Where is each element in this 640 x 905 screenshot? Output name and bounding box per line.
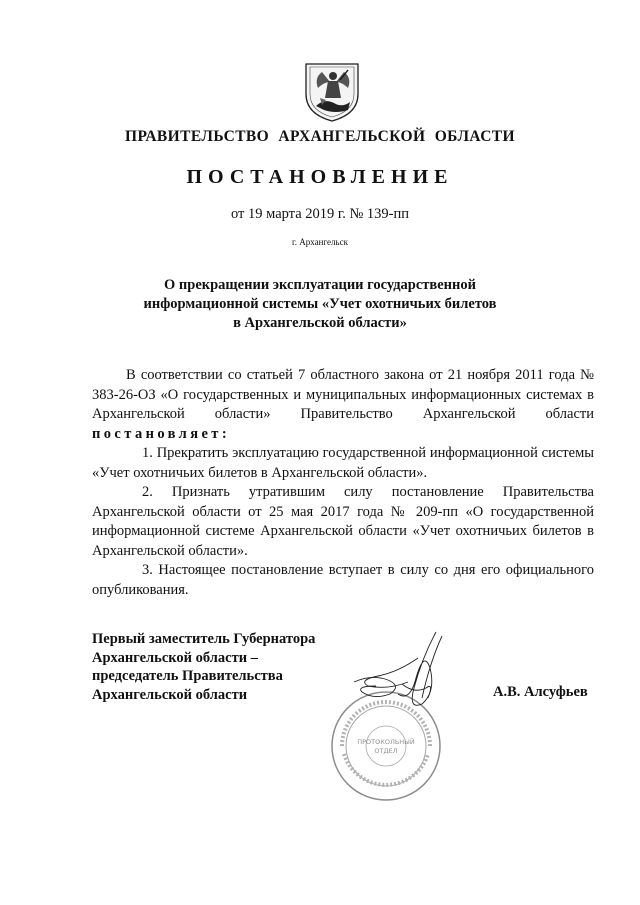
clause-2: 2. Признать утратившим силу постановление Правительства Архангельской области от 25 мая 2017 года № 209-пп «О государственной информационной системе Архангельской области «Учет охотничьих билетов в Архангельской области». xyxy=(92,484,594,559)
date-and-number: от 19 марта 2019 г. № 139-пп xyxy=(230,206,410,222)
position-line: Первый заместитель Губернатора xyxy=(92,631,316,647)
document-type: ПОСТАНОВЛЕНИЕ xyxy=(186,166,454,188)
preamble-text: В соответствии со статьей 7 областного закона от 21 ноября 2011 года № 383-26-ОЗ «О государственных и муниципальных информационных системах в Архангельской области» Правительство Архангельской области xyxy=(92,367,594,422)
stamp-center-line: ПРОТОКОЛЬНЫЙ xyxy=(357,738,415,746)
position-line: Архангельской области – xyxy=(92,649,258,666)
signatory-position xyxy=(92,630,315,704)
round-seal-stamp-icon xyxy=(332,692,440,800)
coat-of-arms-emblem xyxy=(300,58,364,124)
position-line: Архангельской области xyxy=(92,686,248,703)
document-body xyxy=(92,366,594,600)
arkhangelsk-coat-of-arms-icon xyxy=(300,58,364,124)
government-name: ПРАВИТЕЛЬСТВО АРХАНГЕЛЬСКОЙ ОБЛАСТИ xyxy=(124,128,515,145)
preamble-paragraph xyxy=(92,366,594,444)
handwritten-signature-icon xyxy=(354,632,442,705)
position-line: председатель Правительства xyxy=(92,668,283,684)
signatory-name: А.В. Алсуфьев xyxy=(493,684,588,700)
resolves-word: постановляет xyxy=(92,425,222,442)
document-title xyxy=(0,276,640,333)
title-line: информационной системы «Учет охотничьих билетов xyxy=(143,296,497,312)
clause-1: 1. Прекратить эксплуатацию государственной информационной системы «Учет охотничьих билетов в Архангельской области». xyxy=(92,445,594,481)
seal-and-signature xyxy=(318,628,458,808)
resolves-colon: : xyxy=(221,425,227,442)
title-line: в Архангельской области» xyxy=(233,315,407,331)
title-line: О прекращении эксплуатации государственной xyxy=(164,277,476,293)
clause-3: 3. Настоящее постановление вступает в силу со дня его официального опубликования. xyxy=(92,562,594,598)
city-name: г. Архангельск xyxy=(292,237,348,247)
stamp-center-line: ОТДЕЛ xyxy=(374,747,398,755)
